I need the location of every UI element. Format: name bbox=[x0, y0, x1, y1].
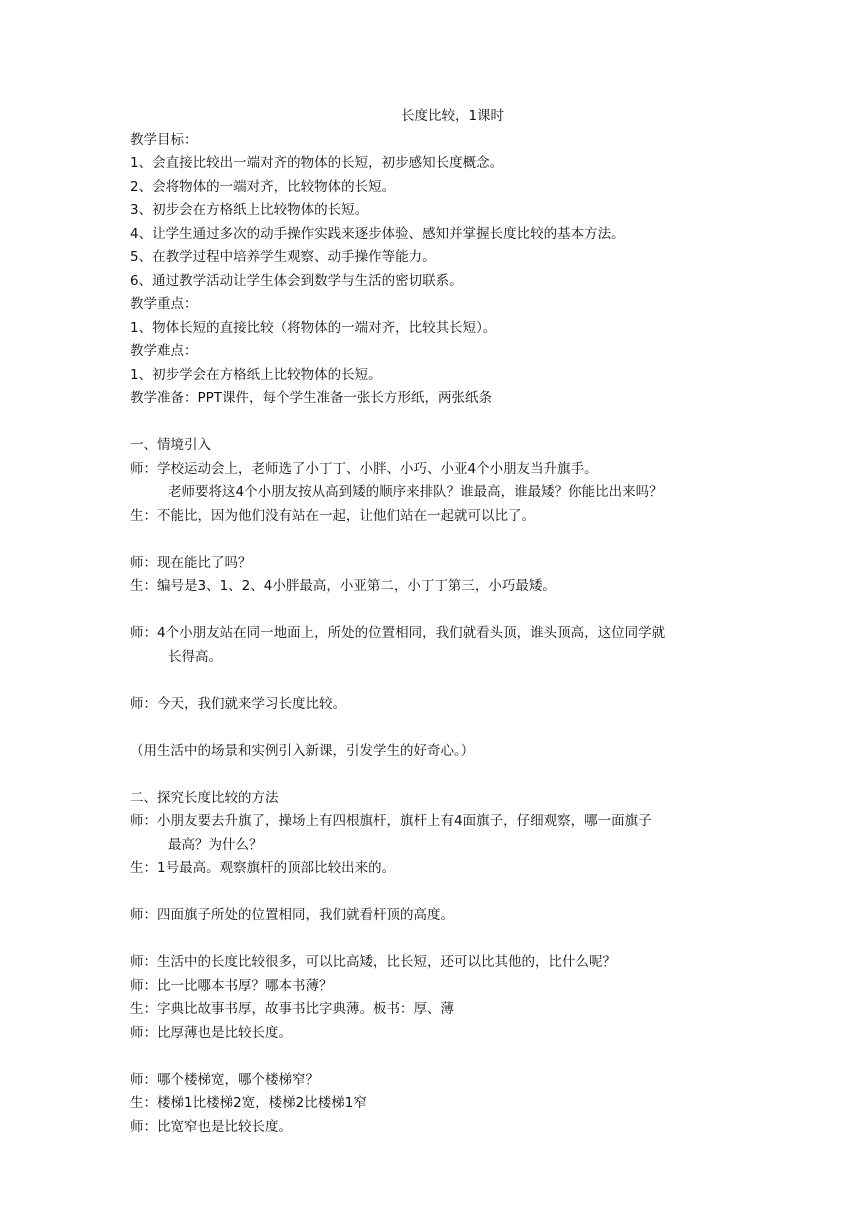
dialogue-line: 生：不能比，因为他们没有站在一起，让他们站在一起就可以比了。 bbox=[130, 507, 535, 524]
page-title: 长度比较，1课时 bbox=[400, 108, 505, 124]
dialogue-line: 师：今天，我们就来学习长度比较。 bbox=[130, 695, 346, 712]
document-body bbox=[130, 105, 745, 1139]
dialogue-line: 师：现在能比了吗？ bbox=[130, 554, 252, 571]
section-heading-explore: 二、探究长度比较的方法 bbox=[130, 789, 279, 806]
text-line: 1、物体长短的直接比较（将物体的一端对齐，比较其长短）。 bbox=[130, 319, 497, 336]
section-label-difficulties: 教学难点： bbox=[130, 343, 198, 359]
text-line: 1、会直接比较出一端对齐的物体的长短，初步感知长度概念。 bbox=[130, 155, 504, 171]
note-line: （用生活中的场景和实例引入新课，引发学生的好奇心。） bbox=[130, 742, 475, 759]
dialogue-line: 师：比厚薄也是比较长度。 bbox=[130, 1024, 292, 1041]
text-line: 6、通过教学活动让学生体会到数学与生活的密切联系。 bbox=[130, 272, 463, 289]
blank-line bbox=[130, 528, 745, 552]
text-line: 2、会将物体的一端对齐，比较物体的长短。 bbox=[130, 178, 396, 195]
dialogue-line: 师：哪个楼梯宽，哪个楼梯窄？ bbox=[130, 1071, 319, 1088]
blank-line bbox=[130, 928, 745, 952]
dialogue-line: 师：比宽窄也是比较长度。 bbox=[130, 1118, 292, 1135]
section-label-keypoints: 教学重点： bbox=[130, 296, 198, 312]
dialogue-line: 生：编号是3、1、2、4小胖最高，小亚第二，小丁丁第三，小巧最矮。 bbox=[130, 578, 556, 594]
text-line: 3、初步会在方格纸上比较物体的长短。 bbox=[130, 202, 369, 218]
dialogue-line: 最高？为什么？ bbox=[168, 836, 263, 853]
blank-line bbox=[130, 411, 745, 435]
text-line: 5、在教学过程中培养学生观察、动手操作等能力。 bbox=[130, 249, 436, 265]
dialogue-line: 师：小朋友要去升旗了，操场上有四根旗杆，旗杆上有4面旗子，仔细观察，哪一面旗子 bbox=[130, 813, 652, 829]
blank-line bbox=[130, 881, 745, 905]
blank-line bbox=[130, 763, 745, 787]
blank-line bbox=[130, 669, 745, 693]
dialogue-line: 师：4个小朋友站在同一地面上，所处的位置相同，我们就看头顶，谁头顶高，这位同学就 bbox=[130, 625, 666, 641]
section-heading-intro: 一、情境引入 bbox=[130, 437, 211, 453]
dialogue-line: 长得高。 bbox=[168, 648, 222, 665]
text-line: 1、初步学会在方格纸上比较物体的长短。 bbox=[130, 366, 382, 383]
blank-line bbox=[130, 716, 745, 740]
dialogue-line: 师：学校运动会上，老师选了小丁丁、小胖、小巧、小亚4个小朋友当升旗手。 bbox=[130, 460, 598, 477]
blank-line bbox=[130, 599, 745, 623]
text-line: 4、让学生通过多次的动手操作实践来逐步体验、感知并掌握长度比较的基本方法。 bbox=[130, 225, 625, 242]
dialogue-line: 师：比一比哪本书厚？哪本书薄？ bbox=[130, 977, 333, 994]
section-label-goals: 教学目标： bbox=[130, 131, 198, 148]
dialogue-line: 师：生活中的长度比较很多，可以比高矮，比长短，还可以比其他的，比什么呢？ bbox=[130, 954, 616, 970]
blank-line bbox=[130, 1045, 745, 1069]
dialogue-line: 生：字典比故事书厚，故事书比字典薄。板书：厚、薄 bbox=[130, 1001, 454, 1017]
text-line: 教学准备：PPT课件，每个学生准备一张长方形纸，两张纸条 bbox=[130, 390, 493, 406]
dialogue-line: 老师要将这4个小朋友按从高到矮的顺序来排队？谁最高，谁最矮？你能比出来吗？ bbox=[168, 484, 663, 500]
dialogue-line: 生：楼梯1比楼梯2宽，楼梯2比楼梯1窄 bbox=[130, 1095, 367, 1111]
dialogue-line: 师：四面旗子所处的位置相同，我们就看杆顶的高度。 bbox=[130, 907, 454, 923]
dialogue-line: 生：1号最高。观察旗杆的顶部比较出来的。 bbox=[130, 860, 396, 876]
